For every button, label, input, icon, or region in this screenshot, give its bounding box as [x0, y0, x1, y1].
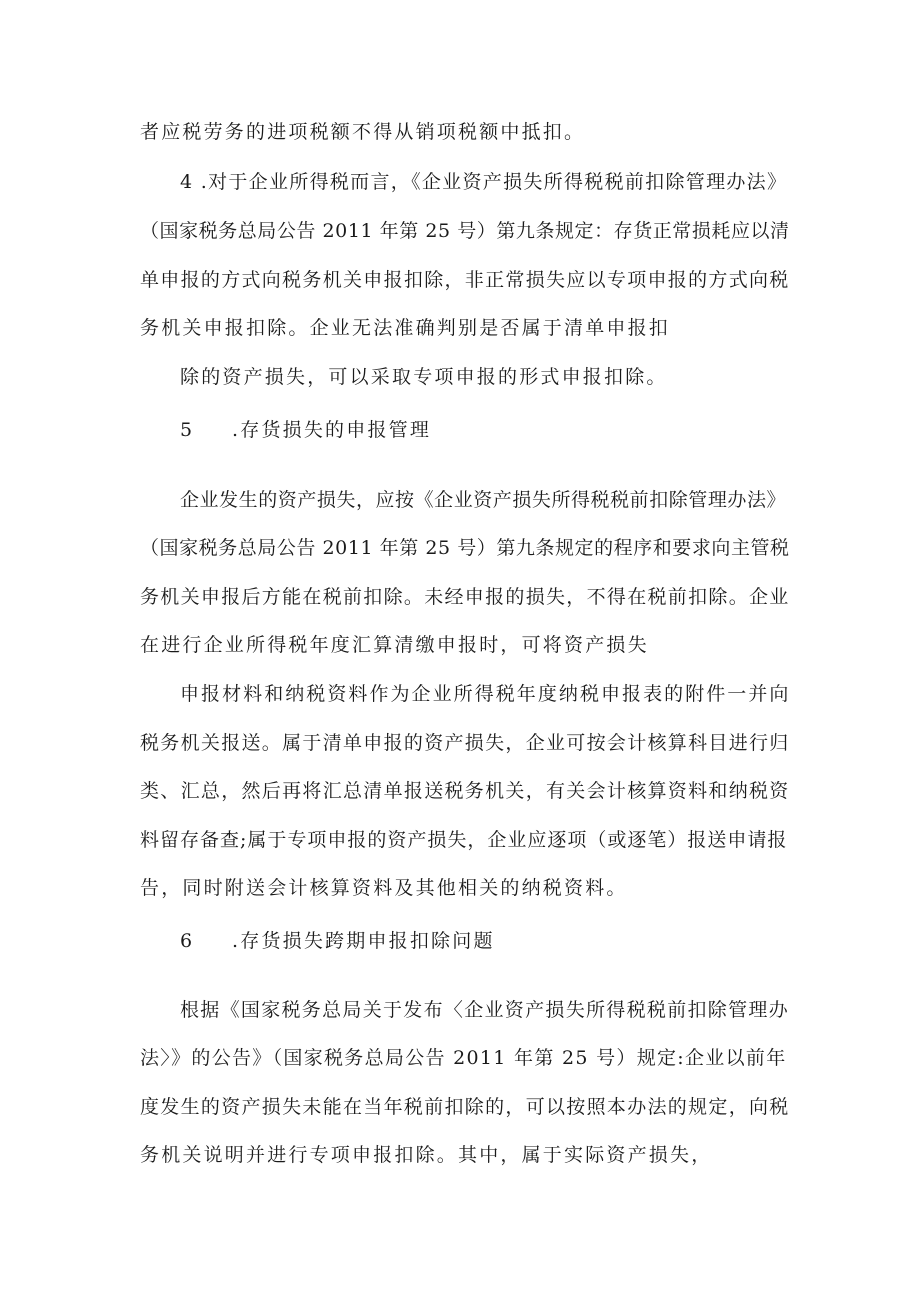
paragraph-line: 务机关申报扣除。企业无法准确判别是否属于清单申报扣: [140, 317, 671, 339]
section-title: .存货损失的申报管理: [232, 419, 432, 441]
paragraph-line: 务机关申报后方能在税前扣除。未经申报的损失，不得在税前扣除。企业: [140, 586, 790, 608]
section-number: 6: [180, 930, 195, 952]
paragraph-line: 税务机关报送。属于清单申报的资产损失，企业可按会计核算科目进行归: [140, 732, 790, 754]
paragraph-line: 者应税劳务的进项税额不得从销项税额中抵扣。: [140, 121, 586, 143]
paragraph-line: 度发生的资产损失未能在当年税前扣除的，可以按照本办法的规定，向税: [140, 1096, 790, 1118]
paragraph-line: 企业发生的资产损失，应按《企业资产损失所得税税前扣除管理办法》: [180, 489, 787, 511]
section-number: 5: [180, 419, 195, 441]
paragraph-line: 告，同时附送会计核算资料及其他相关的纳税资料。: [140, 877, 628, 899]
paragraph-line: 申报材料和纳税资料作为企业所得税年度纳税申报表的附件一并向: [180, 683, 791, 705]
section-title: .存货损失跨期申报扣除问题: [232, 930, 495, 952]
paragraph-line: 务机关说明并进行专项申报扣除。其中，属于实际资产损失，: [140, 1144, 713, 1166]
section-heading: [180, 418, 431, 442]
paragraph-line: 4 .对于企业所得税而言，《企业资产损失所得税税前扣除管理办法》: [180, 171, 788, 193]
section-heading: [180, 929, 495, 953]
paragraph-line: （国家税务总局公告 2011 年第 25 号）第九条规定的程序和要求向主管税: [140, 537, 790, 559]
paragraph-line: （国家税务总局公告 2011 年第 25 号）第九条规定：存货正常损耗应以清: [140, 220, 790, 242]
paragraph-line: 在进行企业所得税年度汇算清缴申报时，可将资产损失: [140, 634, 649, 656]
paragraph-line: 类、汇总，然后再将汇总清单报送税务机关，有关会计核算资料和纳税资: [140, 780, 790, 802]
paragraph-line: 法〉》的公告》（国家税务总局公告 2011 年第 25 号）规定:企业以前年: [140, 1047, 787, 1069]
paragraph-line: 除的资产损失，可以采取专项申报的形式申报扣除。: [180, 366, 668, 388]
paragraph-line: 根据《国家税务总局关于发布〈企业资产损失所得税税前扣除管理办: [180, 999, 790, 1021]
paragraph-line: 单申报的方式向税务机关申报扣除，非正常损失应以专项申报的方式向税: [140, 269, 790, 291]
paragraph-line: 料留存备查;属于专项申报的资产损失，企业应逐项（或逐笔）报送申请报: [140, 829, 788, 851]
